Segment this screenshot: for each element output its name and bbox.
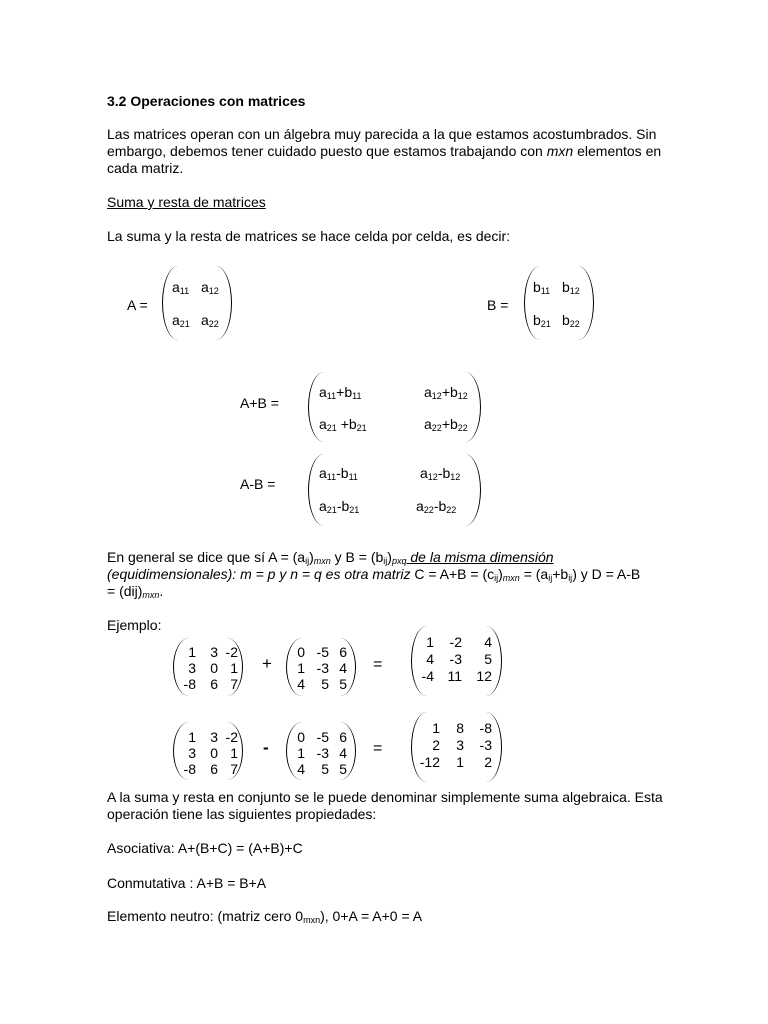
ex1-left-cell-12: 3 xyxy=(210,644,218,660)
ex1-result-cell-22: -3 xyxy=(449,651,462,667)
ex1-result-cell-32: 11 xyxy=(447,668,462,684)
ex2-right-cell-21: 1 xyxy=(297,745,305,761)
ex2-result-cell-11: 1 xyxy=(432,720,440,736)
ex1-left-cell-11: 1 xyxy=(188,644,196,660)
ex2-result-cell-21: 2 xyxy=(432,737,440,753)
ex2-left-cell-12: 3 xyxy=(210,729,218,745)
general-line-2: (equidimensionales): m = p y n = q es otra matriz $C = A+B = (c_{ij})_{mxn} = (a_{ij}+b_{ij})$ y D = A-B xyxy=(107,566,641,583)
ex1-right-cell-23: 4 xyxy=(339,660,347,676)
property-conmutativa: Conmutativa : A+B = B+A xyxy=(107,875,267,891)
ex2-result-cell-23: -3 xyxy=(479,737,492,753)
ex2-result-cell-22: 3 xyxy=(456,737,464,753)
sum-cell-22: $a_{22}+b_{22}$ xyxy=(424,416,468,433)
matrix-b-cell-22: $b_{22}$ xyxy=(562,312,580,329)
ex2-left-cell-11: 1 xyxy=(188,729,196,745)
ex2-right-cell-32: 5 xyxy=(321,761,329,777)
example-label: Ejemplo: xyxy=(107,617,162,633)
ex2-right-cell-12: -5 xyxy=(316,729,329,745)
ex2-result-cell-31: -12 xyxy=(419,754,440,770)
ex1-right-cell-13: 6 xyxy=(339,644,347,660)
ex2-result-cell-13: -8 xyxy=(479,720,492,736)
ex1-right-cell-32: 5 xyxy=(321,676,329,692)
ex2-right-cell-33: 5 xyxy=(339,761,347,777)
ex1-left-cell-13: -2 xyxy=(225,644,238,660)
intro-line-2: embargo, debemos tener cuidado puesto que estamos trabajando con mxn elementos en xyxy=(107,143,662,159)
ex2-right-cell-11: 0 xyxy=(297,729,305,745)
matrix-a-brackets xyxy=(162,266,232,340)
ex1-right-cell-11: 0 xyxy=(297,644,305,660)
ex2-left-cell-32: 6 xyxy=(210,761,218,777)
matrix-b-cell-21: $b_{21}$ xyxy=(533,312,551,329)
ex2-operator-minus: - xyxy=(263,738,269,757)
general-line-3: = $(dij)_{mxn}$. xyxy=(107,583,164,600)
matrix-b-brackets xyxy=(524,266,594,340)
ex2-left-cell-23: 1 xyxy=(230,745,238,761)
subsection-description: La suma y la resta de matrices se hace celda por celda, es decir: xyxy=(107,228,511,244)
ex2-left-cell-21: 3 xyxy=(188,745,196,761)
ex1-right-cell-31: 4 xyxy=(297,676,305,692)
ex1-left-cell-33: 7 xyxy=(230,676,238,692)
section-title: 3.2 Operaciones con matrices xyxy=(107,93,306,109)
sum-cell-21: $a_{21} +b_{21}$ xyxy=(319,416,367,433)
sum-label: A+B = xyxy=(240,395,279,411)
ex2-equals-sign: = xyxy=(373,740,383,757)
matrix-a-cell-11: $a_{11}$ xyxy=(172,279,190,296)
ex2-result-cell-32: 1 xyxy=(456,754,464,770)
ex1-result-cell-12: -2 xyxy=(449,634,462,650)
ex1-left-cell-21: 3 xyxy=(188,660,196,676)
matrix-b-label: B = xyxy=(487,297,509,313)
ex1-result-cell-31: -4 xyxy=(421,668,434,684)
intro-line-1: Las matrices operan con un álgebra muy parecida a la que estamos acostumbrados. Sin xyxy=(107,126,657,142)
ex1-left-cell-22: 0 xyxy=(210,660,218,676)
ex1-result-cell-21: 4 xyxy=(426,651,434,667)
ex1-result-cell-23: 5 xyxy=(484,651,492,667)
general-line-1: En general se dice que sí $A = (a_{ij})_{mxn}$ y $B = (b_{ij})_{pxq}$ de la misma dimensión xyxy=(107,549,554,566)
ex1-right-cell-21: 1 xyxy=(297,660,305,676)
property-asociativa: Asociativa: A+(B+C) = (A+B)+C xyxy=(107,840,303,856)
matrix-a-cell-21: $a_{21}$ xyxy=(172,312,190,329)
ex2-left-cell-33: 7 xyxy=(230,761,238,777)
ex2-right-cell-31: 4 xyxy=(297,761,305,777)
ex2-right-cell-22: -3 xyxy=(316,745,329,761)
closing-line-1: A la suma y resta en conjunto se le puede denominar simplemente suma algebraica. Esta xyxy=(107,789,663,805)
ex2-right-cell-23: 4 xyxy=(339,745,347,761)
ex2-left-cell-31: -8 xyxy=(183,761,196,777)
diff-cell-22: $a_{22}-b_{22}$ xyxy=(416,498,457,515)
intro-line-3: cada matriz. xyxy=(107,160,184,176)
ex2-result-cell-33: 2 xyxy=(484,754,492,770)
matrix-a-cell-22: $a_{22}$ xyxy=(201,312,219,329)
ex1-operator-plus: + xyxy=(262,654,272,673)
ex1-right-cell-12: -5 xyxy=(316,644,329,660)
matrix-b-cell-12: $b_{12}$ xyxy=(562,279,580,296)
diff-cell-11: $a_{11}-b_{11}$ xyxy=(319,465,358,482)
sum-cell-11: $a_{11}+b_{11}$ xyxy=(319,384,362,401)
sum-cell-12: $a_{12}+b_{12}$ xyxy=(424,384,468,401)
ex1-left-cell-32: 6 xyxy=(210,676,218,692)
property-elemento-neutro: Elemento neutro: (matriz cero $0_{mxn}$), 0+A = A+0 = A xyxy=(107,908,423,925)
ex1-result-cell-13: 4 xyxy=(484,634,492,650)
subsection-heading: Suma y resta de matrices xyxy=(107,194,266,210)
closing-line-2: operación tiene las siguientes propiedades: xyxy=(107,806,377,822)
matrix-b-cell-11: $b_{11}$ xyxy=(533,279,551,296)
diff-cell-21: $a_{21}-b_{21}$ xyxy=(319,498,360,515)
ex1-left-cell-23: 1 xyxy=(230,660,238,676)
diff-cell-12: $a_{12}-b_{12}$ xyxy=(420,465,461,482)
ex2-left-cell-13: -2 xyxy=(225,729,238,745)
ex1-result-cell-11: 1 xyxy=(426,634,434,650)
matrix-a-cell-12: $a_{12}$ xyxy=(201,279,219,296)
ex1-equals-sign: = xyxy=(373,656,383,673)
diff-label: A-B = xyxy=(240,476,276,492)
ex2-left-cell-22: 0 xyxy=(210,745,218,761)
ex1-left-cell-31: -8 xyxy=(183,676,196,692)
ex2-result-cell-12: 8 xyxy=(456,720,464,736)
matrix-a-label: A = xyxy=(127,297,148,313)
ex2-right-cell-13: 6 xyxy=(339,729,347,745)
ex1-right-cell-33: 5 xyxy=(339,676,347,692)
ex1-result-cell-33: 12 xyxy=(476,668,492,684)
ex1-right-cell-22: -3 xyxy=(316,660,329,676)
